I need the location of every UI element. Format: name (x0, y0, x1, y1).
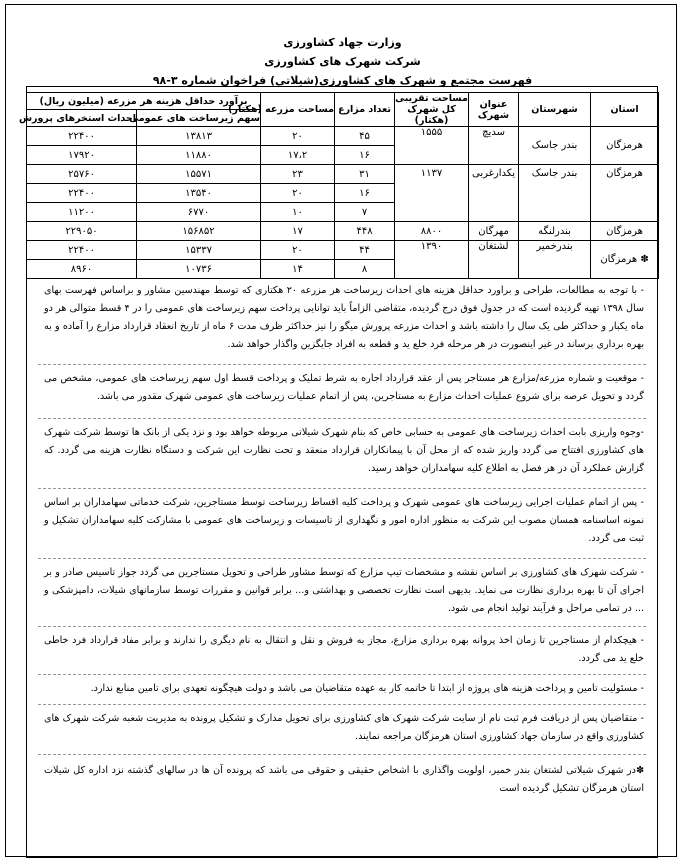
cell-province: هرمزگان (591, 222, 659, 241)
note-paragraph: - با توجه به مطالعات، طراحی و براورد حداقل هزینه های احداث زیرساخت هر مزرعه ۲۰ هکتاری که توسط مهندسین مشاور و براساس فهرست بهای سال ۱۳۹۸ تهیه گردیده است که در جدول فوق درج گردیده، متقاضی الزاماً باید توانایی پرداخت سهم زیرساخت های عمومی را در ۴ قسط متوالی هر دو ماه یکبار و حداکثر طی یک سال را داشته باشد و احداث مزرعه پرورش میگو را نیز حداکثر ظرف مدت ۶ ماه از تاریخ انعقاد قرارداد مزارع را آماده و به بهره برداری برساند در غیر اینصورت در هر مرحله فرد خلع ید و قطعه به افراد جایگزین واگذار خواهد شد. (44, 285, 644, 350)
cell-farm-area: ۲۰ (261, 184, 335, 203)
cell-area-total: ۱۵۵۵ (395, 127, 469, 165)
cell-ponds: ۲۲۹۰۵۰ (27, 222, 137, 241)
note-paragraph: -وجوه واریزی بابت احداث زیرساخت های عمومی به حسابی خاص که بنام شهرک شیلاتی مربوطه خواهد بود و نزد یکی از بانک ها توسط شرکت شهرک های کشاورزی افتتاح می گردد واریز شده که از محل آن با پیمانکاران قرارداد منعقد و تحت نظارت این شرکت و دستگاه نظارت هزینه می گردد. که گزارش عملکرد آن در هر فصل به اطلاع کلیه سهامداران خواهد رسید. (44, 427, 644, 474)
cell-public: ۱۳۵۴۰ (137, 184, 261, 203)
cell-farm-area: ۱۰ (261, 203, 335, 222)
cell-farms: ۱۶ (335, 184, 395, 203)
cell-farm-area: ۲۰ (261, 241, 335, 260)
header-cost-group: برآورد حداقل هزینه هر مزرعه (میلیون ریال) (27, 93, 261, 110)
cell-public: ۱۵۶۸۵۲ (137, 222, 261, 241)
cell-public: ۱۱۸۸۰ (137, 146, 261, 165)
cell-farms: ۳۱ (335, 165, 395, 184)
header-province: استان (591, 93, 659, 127)
cell-public: ۶۷۷۰ (137, 203, 261, 222)
cell-farms: ۷ (335, 203, 395, 222)
company-title: شرکت شهرک های کشاورزی (264, 55, 421, 68)
cell-farms: ۴۴۸ (335, 222, 395, 241)
note-paragraph: - متقاضیان پس از دریافت فرم ثبت نام از سایت شرکت شهرک های کشاورزی برای تحویل مدارک و تشکیل پرونده به مدیریت شعبه شرکت شهرک های کشاورزی واقع در سازمان جهاد کشاورزی استان هرمزگان مراجعه نمایند. (44, 713, 644, 742)
cell-town: یکدارغربی (469, 165, 519, 222)
cell-farm-area: ۱۷،۲ (261, 146, 335, 165)
cell-province: هرمزگان (591, 127, 659, 165)
note-paragraph: ✽در شهرک شیلاتی لشتغان بندر خمیر، اولویت واگذاری با اشخاص حقیقی و حقوقی می باشد که پرونده آن ها در سالهای گذشته نزد اداره کل شیلات استان هرمزگان تشکیل گردیده است (44, 765, 644, 794)
note-divider (38, 558, 646, 559)
cell-farm-area: ۱۷ (261, 222, 335, 241)
cell-province: ✽ هرمزگان (591, 241, 659, 279)
cell-city: بندر جاسک (519, 165, 591, 222)
cell-public: ۱۰۷۳۶ (137, 260, 261, 279)
list-title: فهرست مجتمع و شهرک های کشاورزی(شیلاتی) فراخوان شماره ۳-۹۸ (152, 74, 533, 87)
note-divider (38, 704, 646, 705)
cell-town: مهرگان (469, 222, 519, 241)
cell-city: بندرخمیر (519, 241, 591, 279)
cell-ponds: ۱۷۹۲۰ (27, 146, 137, 165)
table-row (27, 241, 659, 260)
towns-table (18, 92, 659, 279)
cell-farm-area: ۲۰ (261, 127, 335, 146)
cell-province: هرمزگان (591, 165, 659, 222)
cell-area-total: ۱۱۳۷ (395, 165, 469, 222)
header-area-total: مساحت تقریبی کل شهرک (هکتار) (395, 93, 468, 126)
note-divider (38, 418, 646, 419)
cell-ponds: ۱۱۲۰۰ (27, 203, 137, 222)
cell-town: لشتغان (469, 241, 519, 279)
cell-farms: ۴۵ (335, 127, 395, 146)
table-row (27, 165, 659, 184)
header-city: شهرستان (519, 93, 591, 127)
cell-ponds: ۸۹۶۰ (27, 260, 137, 279)
header-farms: تعداد مزارع (335, 93, 395, 127)
note-paragraph: - مسئولیت تامین و پرداخت هزینه های پروژه از ابتدا تا خاتمه کار به عهده متقاضیان می باشد و دولت هیچگونه تعهدی برای تامین منابع ندارد. (90, 683, 644, 694)
table-row (27, 222, 659, 241)
note-divider (38, 626, 646, 627)
cell-area-total: ۸۸۰۰ (395, 222, 469, 241)
cell-public: ۱۵۵۷۱ (137, 165, 261, 184)
note-paragraph: - پس از اتمام عملیات اجرایی زیرساخت های عمومی شهرک و پرداخت کلیه اقساط زیرساخت توسط مستاجرین، شرکت خدماتی سهامداران بر اساس نمونه اساسنامه همسان مصوب این شرکت به منظور اداره امور و نگهداری از تاسیسات و زیرساخت های عمومی با مشارکت کلیه سهامداران تشکیل و ثبت می گردد. (44, 497, 644, 544)
cell-ponds: ۲۲۴۰۰ (27, 184, 137, 203)
table-row (27, 127, 659, 146)
header-town: عنوان شهرک (469, 93, 519, 127)
cell-city: بندرلنگه (519, 222, 591, 241)
cell-farms: ۴۴ (335, 241, 395, 260)
header-cost-public: سهم زیرساخت های عمومی (137, 110, 261, 127)
header-cost-ponds: احداث استخرهای پرورش (27, 110, 137, 127)
note-divider (38, 364, 646, 365)
cell-public: ۱۵۳۳۷ (137, 241, 261, 260)
note-divider (38, 754, 646, 755)
cell-farm-area: ۱۴ (261, 260, 335, 279)
cell-ponds: ۲۲۴۰۰ (27, 127, 137, 146)
ministry-title: وزارت جهاد کشاورزی (283, 36, 402, 49)
note-divider (38, 488, 646, 489)
cell-ponds: ۲۵۷۶۰ (27, 165, 137, 184)
note-paragraph: - موقعیت و شماره مزرعه/مزارع هر مستاجر پس از عقد قرارداد اجاره به شرط تملیک و پرداخت قسط اول سهم زیرساخت های عمومی، مشخص می گردد و تحویل عرصه برای شروع عملیات احداث مزارع به مستاجرین، پس از اتمام عملیات زیرساخت های عمومی شهرک مقدور می باشد. (44, 373, 644, 402)
cell-ponds: ۲۲۴۰۰ (27, 241, 137, 260)
cell-city: بندر جاسک (519, 127, 591, 165)
notes-section (26, 282, 658, 858)
note-paragraph: - شرکت شهرک های کشاورزی بر اساس نقشه و مشخصات تیپ مزارع که توسط مشاور طراحی و تحویل مستاجرین می گردد جواز تاسیس صادر و بر اجرای آن تا بهره برداری نظارت می نماید. بدیهی است نظارت تخصصی و بهداشتی و... برابر قوانین و مقررات توسط سازمانهای شیلات، دامپزشکی و ... در تمامی مراحل و فرآیند تولید انجام می شود. (44, 567, 644, 614)
header-farm-area: مساحت مزرعه (هکتار) (261, 93, 335, 127)
cell-farm-area: ۲۳ (261, 165, 335, 184)
note-divider (38, 674, 646, 675)
cell-farms: ۸ (335, 260, 395, 279)
cell-public: ۱۳۸۱۳ (137, 127, 261, 146)
cell-farms: ۱۶ (335, 146, 395, 165)
cell-town: سدیچ (469, 127, 519, 165)
note-paragraph: - هیچکدام از مستاجرین تا زمان اخذ پروانه بهره برداری مزارع، مجاز به فروش و نقل و انتقال به نام دیگری را ندارند و برابر مفاد قرارداد فرد خاطی خلع ید می گردد. (44, 635, 644, 664)
cell-area-total: ۱۳۹۰ (395, 241, 469, 279)
